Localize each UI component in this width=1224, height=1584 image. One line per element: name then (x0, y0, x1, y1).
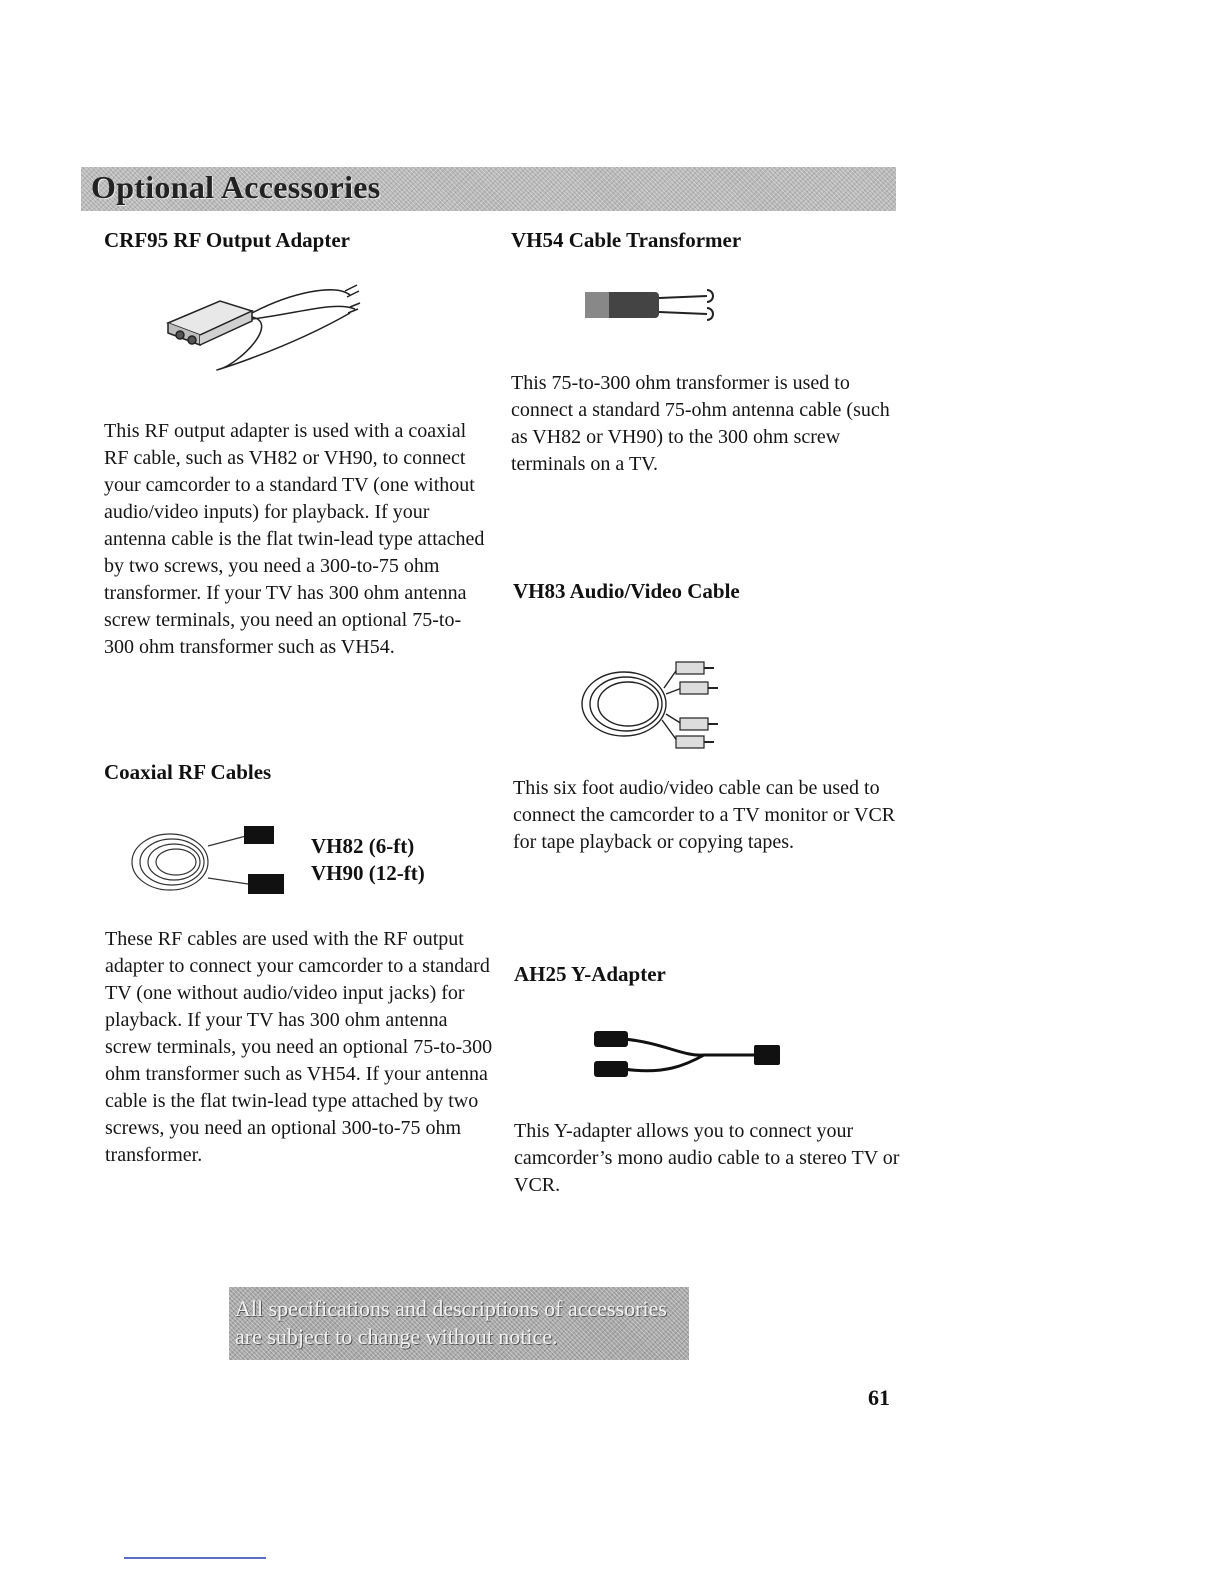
page-title: Optional Accessories (91, 169, 381, 205)
notice-box (229, 1287, 689, 1360)
rf-adapter-illustration (160, 283, 370, 375)
coaxial-description: These RF cables are used with the RF output adapter to connect your camcorder to a standard TV (one without audio/video input jacks) for playback. If your TV has 300 ohm antenna screw terminals, you need an optional 75-to-300 ohm transformer such as VH54. If your antenna cable is the flat twin-lead type attached by two screws, you need an optional 300-to-75 ohm transformer. (105, 928, 493, 1166)
ah25-heading: AH25 Y-Adapter (514, 962, 666, 986)
vh54-description: This 75-to-300 ohm transformer is used to connect a standard 75-ohm antenna cable (such as VH82 or VH90) to the 300 ohm screw terminals on a TV. (511, 372, 890, 475)
y-adapter-illustration (594, 1025, 784, 1083)
vh83-description: This six foot audio/video cable can be used to connect the camcorder to a TV monitor or VCR for tape playback or copying tapes. (513, 777, 896, 853)
coaxial-model-vh82: VH82 (6-ft) (311, 834, 415, 858)
ah25-description: This Y-adapter allows you to connect your camcorder’s mono audio cable to a stereo TV or VCR. (514, 1120, 900, 1196)
notice-line-1: All specifications and descriptions of accessories (235, 1296, 667, 1321)
vh83-heading: VH83 Audio/Video Cable (513, 579, 740, 603)
av-cable-illustration (578, 658, 738, 750)
vh54-heading: VH54 Cable Transformer (511, 228, 742, 252)
notice-line-2: are subject to change without notice. (235, 1324, 558, 1349)
crf95-heading: CRF95 RF Output Adapter (104, 228, 350, 252)
footer-rule (124, 1557, 266, 1559)
transformer-illustration (581, 284, 731, 326)
coaxial-cable-illustration (128, 822, 288, 902)
crf95-description: This RF output adapter is used with a coaxial RF cable, such as VH82 or VH90, to connect your camcorder to a standard TV (one without audio/video inputs) for playback. If your antenna cable is the flat twin-lead type attached by two screws, you need a 300-to-75 ohm transformer. If your TV has 300 ohm antenna screw terminals, you need an optional 75-to-300 ohm transformer such as VH54. (104, 420, 485, 658)
coaxial-heading: Coaxial RF Cables (104, 760, 272, 784)
page-number: 61 (868, 1385, 890, 1410)
section-banner (81, 167, 896, 211)
coaxial-model-vh90: VH90 (12-ft) (311, 861, 425, 885)
